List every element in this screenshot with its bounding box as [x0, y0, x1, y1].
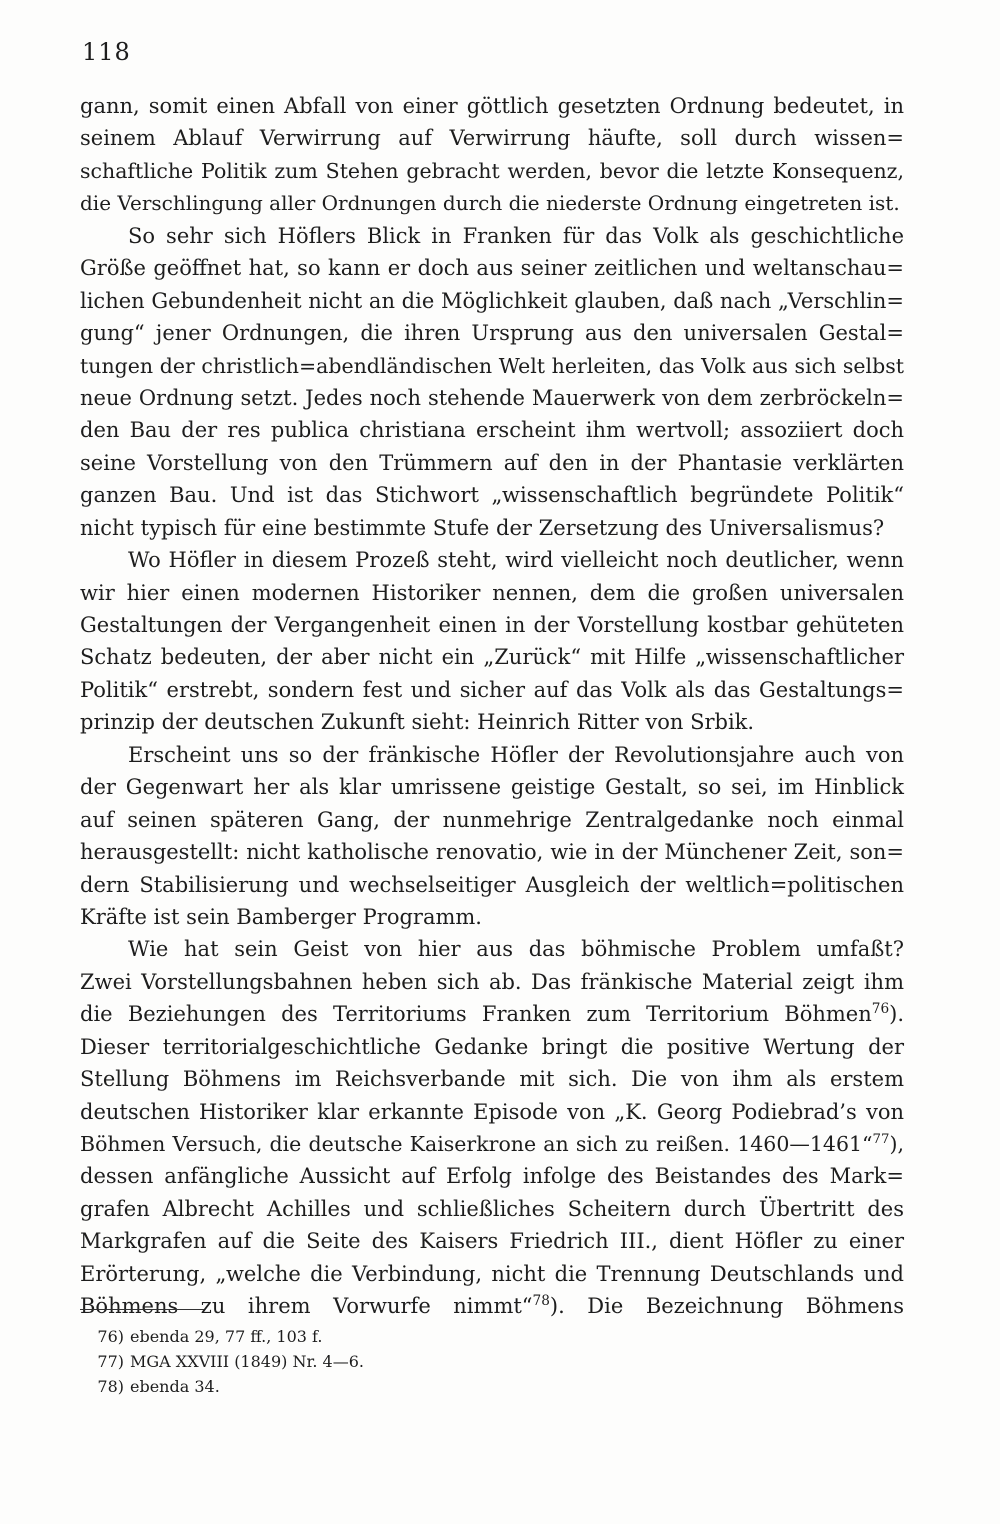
- text-line: [80, 933, 904, 965]
- text-line-content: herausgestellt: nicht katholische renovatio, wie in der Münchener Zeit, son=: [80, 840, 904, 865]
- text-line-content: auf seinen späteren Gang, der nunmehrige Zentralgedanke noch einmal: [80, 807, 904, 832]
- text-line-content: Wo Höfler in diesem Prozeß steht, wird vielleicht noch deutlicher, wenn: [128, 548, 904, 573]
- text-line-content: Erscheint uns so der fränkische Höfler der Revolutionsjahre auch von: [128, 742, 904, 767]
- text-line: [80, 836, 904, 868]
- text-line: [80, 252, 904, 284]
- text-line-content: Wie hat sein Geist von hier aus das böhmische Problem umfaßt?: [128, 937, 904, 962]
- footnote-reference: 76: [871, 1001, 890, 1018]
- text-line: [80, 447, 904, 479]
- text-line-content: die Beziehungen des Territoriums Franken zum Territorium Böhmen: [80, 1002, 872, 1027]
- text-line: [80, 317, 904, 349]
- text-line: [80, 512, 904, 544]
- footnote-number: 76): [97, 1327, 124, 1346]
- text-line-content: Politik“ erstrebt, sondern fest und sicher auf das Volk als das Gestaltungs=: [80, 677, 904, 702]
- text-line: [80, 1063, 904, 1095]
- text-line-content: Erörterung, „welche die Verbindung, nicht die Trennung Deutschlands und: [80, 1261, 904, 1286]
- text-line: [80, 1290, 904, 1322]
- text-line-content: Markgrafen auf die Seite des Kaisers Friedrich III., dient Höfler zu einer: [80, 1229, 904, 1254]
- text-line-content: gann, somit einen Abfall von einer göttlich gesetzten Ordnung bedeutet, in: [80, 94, 904, 118]
- text-line: [80, 674, 904, 706]
- text-line-content: deutschen Historiker klar erkannte Episode von „K. Georg Podiebrad’s von: [80, 1099, 904, 1124]
- text-line: [80, 771, 904, 803]
- footnote-reference: 78: [532, 1293, 550, 1310]
- text-line: [80, 609, 904, 641]
- text-line-content: dessen anfängliche Aussicht auf Erfolg infolge des Beistandes des Mark=: [80, 1164, 904, 1189]
- footnote-text: ebenda 29, 77 ff., 103 f.: [130, 1327, 323, 1346]
- text-line-content: der Gegenwart her als klar umrissene geistige Gestalt, so sei, im Hinblick: [80, 775, 904, 800]
- text-line-content: seinem Ablauf Verwirrung auf Verwirrung häufte, soll durch wissen=: [80, 126, 904, 151]
- text-line-content: Kräfte ist sein Bamberger Programm.: [80, 904, 482, 929]
- text-line-content: die Verschlingung aller Ordnungen durch die niederste Ordnung eingetreten ist.: [80, 191, 900, 216]
- footnote-reference: 77: [872, 1132, 890, 1148]
- text-line-content: Dieser territorialgeschichtliche Gedanke bringt die positive Wertung der: [80, 1034, 904, 1059]
- text-line-content: seine Vorstellung von den Trümmern auf den in der Phantasie verklärten: [80, 450, 904, 475]
- footnote: [80, 1374, 680, 1399]
- footnotes: [80, 1324, 680, 1399]
- text-line-tail: ). Die Bezeichnung Böhmens: [549, 1294, 904, 1319]
- text-line: [80, 869, 904, 901]
- footnote-number: 77): [97, 1352, 124, 1371]
- text-line: [80, 220, 904, 252]
- text-line: [80, 966, 904, 998]
- text-line: [80, 739, 904, 771]
- text-line-content: gung“ jener Ordnungen, die ihren Ursprung aus den universalen Gestal=: [80, 321, 904, 346]
- text-line-content: Böhmen Versuch, die deutsche Kaiserkrone an sich zu reißen. 1460—1461“: [80, 1132, 873, 1156]
- text-line: [80, 90, 904, 122]
- text-line-content: dern Stabilisierung und wechselseitiger Ausgleich der weltlich=politischen: [80, 872, 904, 897]
- text-line: [80, 1128, 904, 1160]
- text-line-content: tungen der christlich=abendländischen Welt herleiten, das Volk aus sich selbst: [80, 353, 904, 378]
- text-line: [80, 998, 904, 1030]
- text-line: [80, 804, 904, 836]
- text-line-content: lichen Gebundenheit nicht an die Möglichkeit glauben, daß nach „Verschlin=: [80, 288, 904, 313]
- text-line-content: wir hier einen modernen Historiker nennen, dem die großen universalen: [80, 580, 904, 605]
- text-line: [80, 641, 904, 673]
- text-line: [80, 1258, 904, 1290]
- text-line-content: Größe geöffnet hat, so kann er doch aus seiner zeitlichen und weltanschau=: [80, 256, 904, 281]
- text-line-content: Böhmens zu ihrem Vorwurfe nimmt“: [80, 1294, 533, 1319]
- text-line-content: den Bau der res publica christiana erscheint ihm wertvoll; assoziiert doch: [80, 418, 904, 443]
- text-line-content: nicht typisch für eine bestimmte Stufe der Zersetzung des Universalismus?: [80, 515, 885, 540]
- text-line: [80, 544, 904, 576]
- text-line: [80, 706, 904, 738]
- footnote-text: MGA XXVIII (1849) Nr. 4—6.: [130, 1352, 364, 1371]
- text-line: [80, 901, 904, 933]
- text-line: [80, 1225, 904, 1257]
- text-line: [80, 1193, 904, 1225]
- text-line: [80, 577, 904, 609]
- page-number: 118: [82, 38, 131, 66]
- text-line: [80, 350, 904, 382]
- text-line-tail: ).: [889, 1002, 904, 1027]
- text-line: [80, 382, 904, 414]
- text-line-content: So sehr sich Höflers Blick in Franken für das Volk als geschichtliche: [128, 223, 904, 248]
- text-line: [80, 122, 904, 154]
- text-line: [80, 1096, 904, 1128]
- text-line-content: neue Ordnung setzt. Jedes noch stehende Mauerwerk von dem zerbröckeln=: [80, 385, 904, 410]
- text-line-content: Schatz bedeuten, der aber nicht ein „Zurück“ mit Hilfe „wissenschaftlicher: [80, 645, 904, 670]
- text-line: [80, 1031, 904, 1063]
- text-line: [80, 414, 904, 446]
- text-line: [80, 155, 904, 187]
- text-line-tail: ),: [889, 1132, 904, 1156]
- text-line-content: Gestaltungen der Vergangenheit einen in der Vorstellung kostbar gehüteten: [80, 613, 904, 637]
- text-line: [80, 285, 904, 317]
- footnote-divider: [80, 1309, 204, 1310]
- text-line-content: schaftliche Politik zum Stehen gebracht werden, bevor die letzte Konsequenz,: [80, 158, 904, 183]
- footnote: [80, 1349, 680, 1374]
- footnote-text: ebenda 34.: [130, 1377, 220, 1396]
- text-line-content: ganzen Bau. Und ist das Stichwort „wissenschaftlich begründete Politik“: [80, 483, 904, 508]
- text-line: [80, 479, 904, 511]
- text-line: [80, 1160, 904, 1192]
- text-line: [80, 187, 904, 219]
- text-line-content: prinzip der deutschen Zukunft sieht: Heinrich Ritter von Srbik.: [80, 710, 755, 735]
- text-line-content: grafen Albrecht Achilles und schließliches Scheitern durch Übertritt des: [80, 1196, 904, 1221]
- body-text: [80, 90, 904, 1323]
- text-line-content: Stellung Böhmens im Reichsverbande mit sich. Die von ihm als erstem: [80, 1067, 904, 1092]
- footnote: [80, 1324, 680, 1349]
- footnote-number: 78): [97, 1377, 124, 1396]
- text-line-content: Zwei Vorstellungsbahnen heben sich ab. Das fränkische Material zeigt ihm: [80, 969, 904, 994]
